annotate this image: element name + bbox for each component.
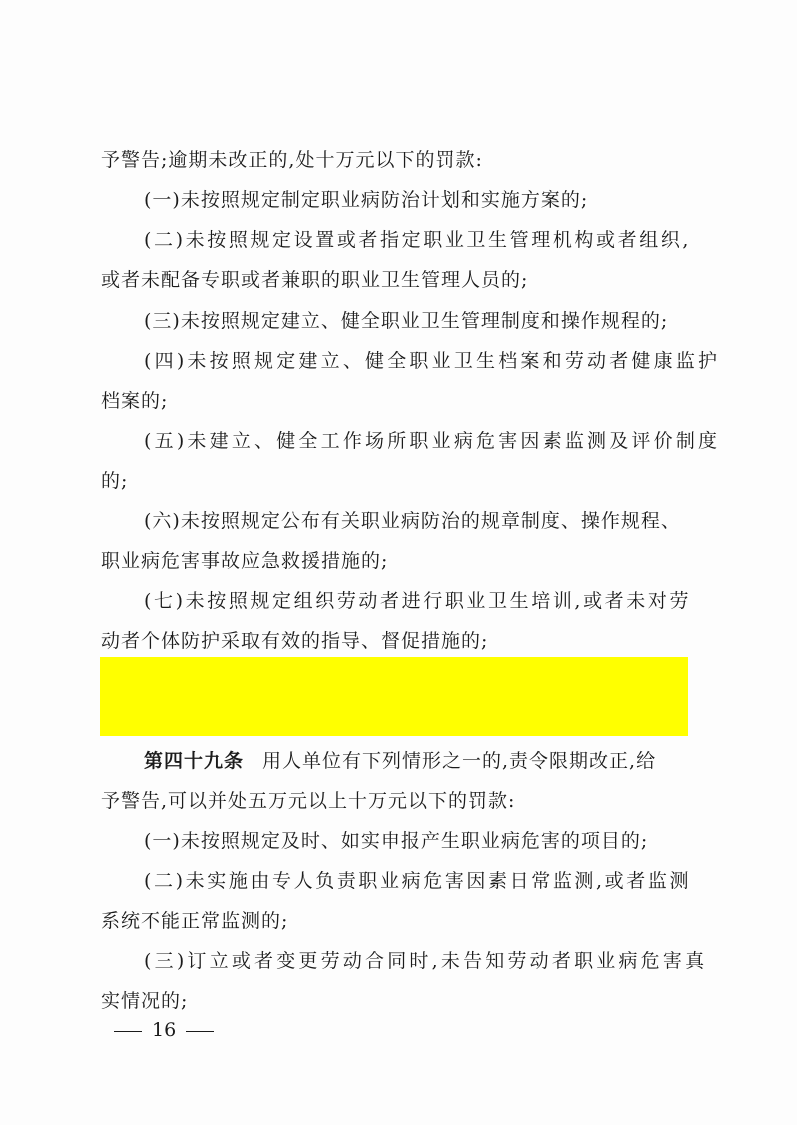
text-line: (二)未实施由专人负责职业病危害因素日常监测,或者监测	[144, 870, 692, 892]
yellow-highlight-block	[100, 657, 688, 736]
text-line: 职业病危害事故应急救援措施的;	[101, 550, 389, 572]
text-line: (一)未按照规定及时、如实申报产生职业病危害的项目的;	[144, 830, 649, 852]
text-line: (三)订立或者变更劳动合同时,未告知劳动者职业病危害真	[144, 950, 708, 972]
page-footer	[114, 1018, 214, 1042]
footer-dash-left	[114, 1031, 142, 1032]
article-first-line: 用人单位有下列情形之一的,责令限期改正,给	[262, 750, 657, 772]
page-number: 16	[152, 1019, 177, 1041]
text-line: 予警告;逾期未改正的,处十万元以下的罚款:	[101, 149, 483, 171]
text-line: (三)未按照规定建立、健全职业卫生管理制度和操作规程的;	[144, 310, 669, 332]
text-line: (一)未按照规定制定职业病防治计划和实施方案的;	[144, 189, 589, 211]
article-label: 第四十九条	[144, 750, 245, 772]
text-line: 或者未配备专职或者兼职的职业卫生管理人员的;	[101, 269, 529, 291]
text-line: (五)未建立、健全工作场所职业病危害因素监测及评价制度	[144, 430, 721, 452]
text-line: 系统不能正常监测的;	[101, 910, 289, 932]
text-line: (四)未按照规定建立、健全职业卫生档案和劳动者健康监护	[144, 350, 721, 372]
text-line: 档案的;	[101, 390, 169, 412]
text-line: (六)未按照规定公布有关职业病防治的规章制度、操作规程、	[144, 510, 681, 532]
text-line: 予警告,可以并处五万元以上十万元以下的罚款:	[101, 790, 516, 812]
article-heading-line	[144, 749, 656, 773]
footer-dash-right	[186, 1031, 214, 1032]
text-line: 的;	[101, 470, 129, 492]
text-line: 实情况的;	[101, 990, 189, 1012]
text-line: (二)未按照规定设置或者指定职业卫生管理机构或者组织,	[144, 229, 692, 251]
text-line: (七)未按照规定组织劳动者进行职业卫生培训,或者未对劳	[144, 590, 692, 612]
text-line: 动者个体防护采取有效的指导、督促措施的;	[101, 630, 489, 652]
